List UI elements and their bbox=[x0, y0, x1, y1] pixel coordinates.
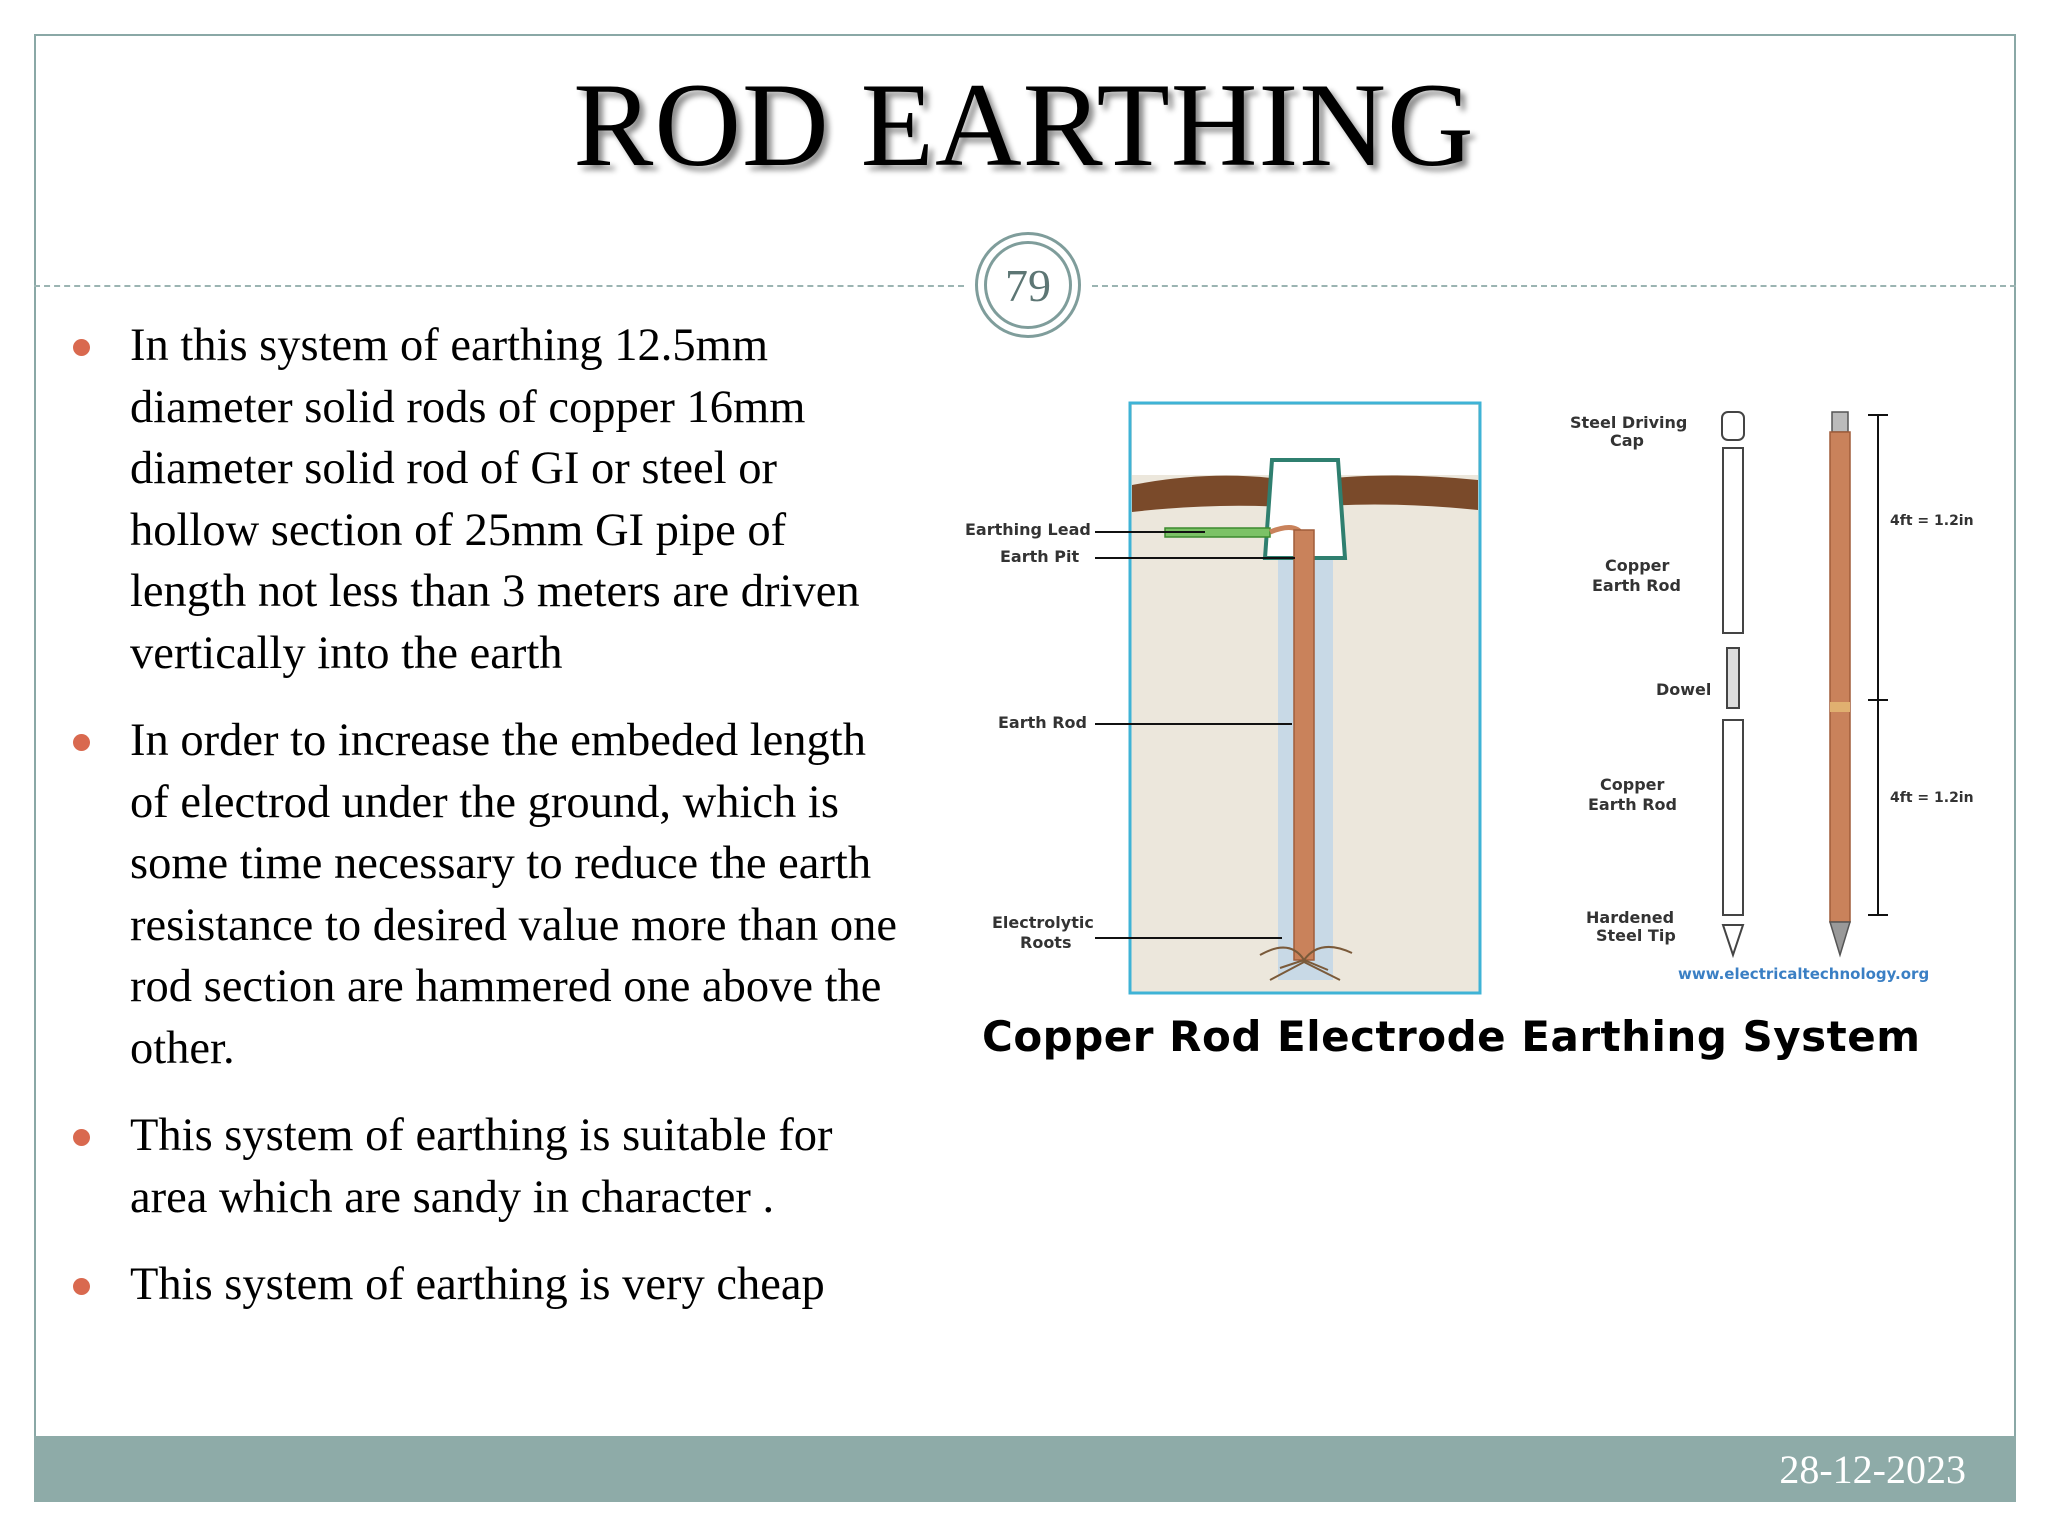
label-cap: Cap bbox=[1610, 431, 1644, 450]
slide-title: ROD EARTHING bbox=[573, 58, 1475, 191]
bullet-dot-icon bbox=[73, 1278, 90, 1295]
slide-date: 28-12-2023 bbox=[1779, 1447, 1966, 1492]
dowel bbox=[1727, 648, 1739, 708]
label-earthing-lead: Earthing Lead bbox=[965, 520, 1091, 539]
earthing-diagram bbox=[960, 390, 1974, 1070]
earth-rod bbox=[1294, 530, 1314, 960]
bullet-item bbox=[70, 710, 910, 1079]
title-divider-left bbox=[34, 285, 964, 287]
exploded-rod-view bbox=[1570, 412, 1744, 955]
label-earth-pit: Earth Pit bbox=[1000, 547, 1080, 566]
label-roots: Roots bbox=[1020, 933, 1072, 952]
bullet-text: This system of earthing is suitable for area which are sandy in character . bbox=[130, 1110, 833, 1223]
assembled-coupling bbox=[1830, 702, 1850, 712]
copper-rod-lower bbox=[1723, 720, 1743, 915]
label-earth-rod-2: Earth Rod bbox=[1588, 795, 1677, 814]
bullet-item bbox=[70, 1254, 910, 1316]
footer-bar bbox=[34, 1436, 2016, 1502]
label-copper-2: Copper bbox=[1600, 775, 1665, 794]
label-steel-tip: Steel Tip bbox=[1596, 926, 1676, 945]
label-earth-rod-1: Earth Rod bbox=[1592, 576, 1681, 595]
steel-tip bbox=[1723, 925, 1743, 955]
page-number-badge bbox=[975, 232, 1081, 338]
label-steel-driving: Steel Driving bbox=[1570, 413, 1688, 432]
page-number: 79 bbox=[984, 241, 1072, 329]
bullet-dot-icon bbox=[73, 339, 90, 356]
bullet-dot-icon bbox=[73, 1129, 90, 1146]
copper-rod-upper bbox=[1723, 448, 1743, 633]
figure-caption: Copper Rod Electrode Earthing System bbox=[982, 1012, 1921, 1061]
driving-cap bbox=[1722, 412, 1744, 440]
bullet-text: In order to increase the embeded length of electrod under the ground, which is some time necessary to reduce the earth resistance to desired value more than one rod section are hammered one above the other. bbox=[130, 715, 897, 1074]
bullet-item bbox=[70, 1105, 910, 1228]
label-hardened: Hardened bbox=[1586, 908, 1675, 927]
bullet-dot-icon bbox=[73, 734, 90, 751]
bullet-list bbox=[70, 315, 910, 1342]
label-copper-1: Copper bbox=[1605, 556, 1670, 575]
bullet-item bbox=[70, 315, 910, 684]
assembled-tip bbox=[1830, 922, 1850, 955]
label-electrolytic: Electrolytic bbox=[992, 913, 1094, 932]
bullet-text: This system of earthing is very cheap bbox=[130, 1259, 825, 1310]
label-dowel: Dowel bbox=[1656, 680, 1712, 699]
website-watermark: www.electricaltechnology.org bbox=[1678, 965, 1930, 983]
title-divider-right bbox=[1092, 285, 2016, 287]
earth-pit-illustration bbox=[1130, 403, 1480, 993]
bullet-text: In this system of earthing 12.5mm diameter solid rods of copper 16mm diameter solid rod of GI or steel or hollow section of 25mm GI pipe of length not less than 3 meters are driven vertically into the earth bbox=[130, 320, 860, 679]
assembled-cap bbox=[1832, 412, 1848, 432]
label-earth-rod: Earth Rod bbox=[998, 713, 1087, 732]
label-dimension-2: 4ft = 1.2in bbox=[1890, 790, 1974, 806]
label-dimension-1: 4ft = 1.2in bbox=[1890, 513, 1974, 529]
assembled-rod bbox=[1830, 432, 1850, 922]
